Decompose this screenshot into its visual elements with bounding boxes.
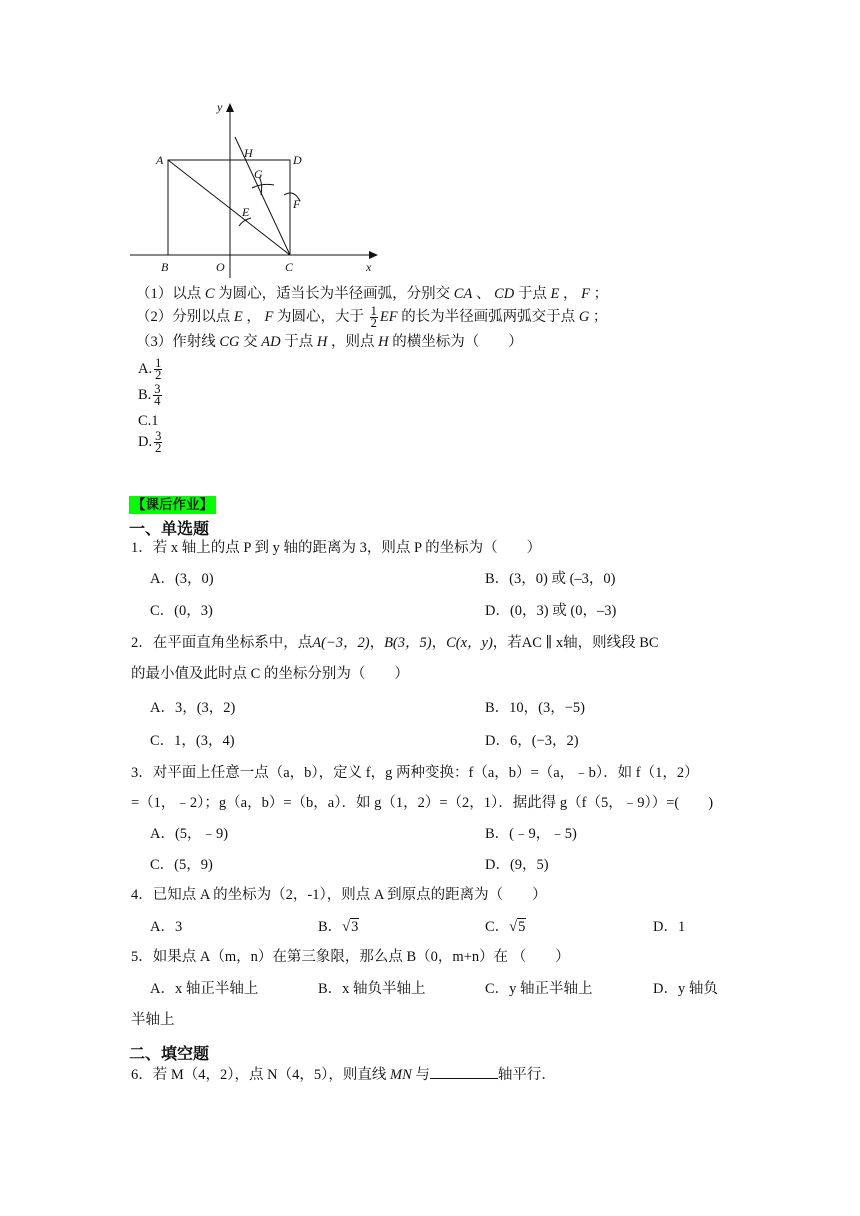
q4-option-a: A．3 [150, 919, 183, 935]
q2-option-b: B．10，(3，−5) [485, 700, 586, 716]
section-single-choice: 一、单选题 [129, 519, 210, 538]
q5-option-b: B．x 轴负半轴上 [318, 981, 426, 997]
label-d: D [293, 153, 302, 167]
q1-option-b: B．(3，0) 或 (–3，0) [485, 571, 616, 587]
q2-option-a: A．3，(3，2) [150, 700, 236, 716]
q1-stem: 1．若 x 轴上的点 P 到 y 轴的距离为 3，则点 P 的坐标为（ ） [131, 540, 542, 556]
option-top-a: A. $\frac{1}{2}$ [138, 356, 162, 382]
label-o: O [216, 260, 225, 274]
answer-blank[interactable] [430, 1064, 498, 1079]
x-axis-arrow [369, 251, 378, 259]
geometry-figure [120, 95, 390, 280]
q5-option-d: D．y 轴负 [653, 981, 718, 997]
homework-label: 【课后作业】 [129, 496, 216, 514]
sqrt-5: √5 [509, 919, 526, 935]
step-3: （3）作射线 CG 交 AD 于点 H ，则点 H 的横坐标为（ ） [136, 334, 523, 350]
q2-option-d: D．6，(−3，2) [485, 733, 579, 749]
q2-stem-line2: 的最小值及此时点 C 的坐标分别为（ ） [131, 666, 409, 682]
q4-option-b: B．√3 [318, 919, 359, 935]
option-top-d: D. $\frac{3}{2}$ [138, 429, 162, 455]
q5-option-d-cont: 半轴上 [131, 1012, 175, 1028]
section-fill-blank: 二、填空题 [129, 1044, 210, 1063]
q5-option-c: C．y 轴正半轴上 [485, 981, 593, 997]
label-f: F [293, 197, 301, 211]
sqrt-3: √3 [342, 919, 359, 935]
label-c: C [285, 260, 294, 274]
q3-option-d: D．(9，5) [485, 857, 549, 873]
q1-option-a: A．(3，0) [150, 571, 214, 587]
q5-stem: 5．如果点 A（m，n）在第三象限，那么点 B（0，m+n）在 （ ） [131, 949, 570, 965]
q1-option-c: C．(0，3) [150, 603, 213, 619]
q5-option-a: A．x 轴正半轴上 [150, 981, 259, 997]
y-axis-arrow [226, 103, 234, 112]
q3-option-c: C．(5，9) [150, 857, 213, 873]
option-top-c: C.1 [138, 413, 159, 429]
label-x: x [366, 260, 372, 274]
q3-stem-line2: =（1，﹣2）；g（a，b）=（b，a）．如 g（1，2）=（2，1）．据此得 g（f（5，﹣9））=( ) [131, 795, 714, 811]
q1-option-d: D．(0，3) 或 (0，–3) [485, 603, 617, 619]
arc-e [239, 218, 251, 226]
label-g: G [254, 167, 263, 181]
q2-option-c: C．1，(3，4) [150, 733, 235, 749]
q3-option-a: A．(5，﹣9) [150, 826, 229, 842]
q4-option-c: C．√5 [485, 919, 526, 935]
step-2: （2）分别以点 E ， F 为圆心，大于 $\frac{1}{2}$ EF 的长为半径画弧两弧交于点 G ； [136, 304, 608, 330]
arc-g1 [252, 184, 274, 188]
q2-stem-line1: 2．在平面直角坐标系中，点A(−3，2)，B(3，5)，C(x，y)，若AC ∥ x轴，则线段 BC [131, 635, 659, 651]
option-top-b: B. $\frac{3}{4}$ [138, 382, 161, 408]
label-h: H [244, 146, 253, 160]
q3-option-b: B．(﹣9，﹣5) [485, 826, 577, 842]
q6-stem: 6．若 M（4，2），点 N（4，5），则直线 MN 与 轴平行． [131, 1064, 556, 1085]
label-e: E [242, 205, 250, 219]
q4-option-d: D．1 [653, 919, 686, 935]
label-a: A [156, 153, 164, 167]
line-ac [168, 160, 290, 255]
fraction-half: $\frac{1}{2}$ [370, 304, 377, 330]
q4-stem: 4．已知点 A 的坐标为（2，-1），则点 A 到原点的距离为（ ） [131, 887, 547, 903]
label-y: y [217, 100, 223, 114]
step-1: （1）以点 C 为圆心，适当长为半径画弧，分别交 CA 、 CD 于点 E ， F ； [136, 286, 609, 302]
label-b: B [161, 260, 169, 274]
q3-stem-line1: 3．对平面上任意一点（a，b），定义 f，g 两种变换：f（a，b）=（a，﹣b）．如 f（1，2） [131, 765, 699, 781]
